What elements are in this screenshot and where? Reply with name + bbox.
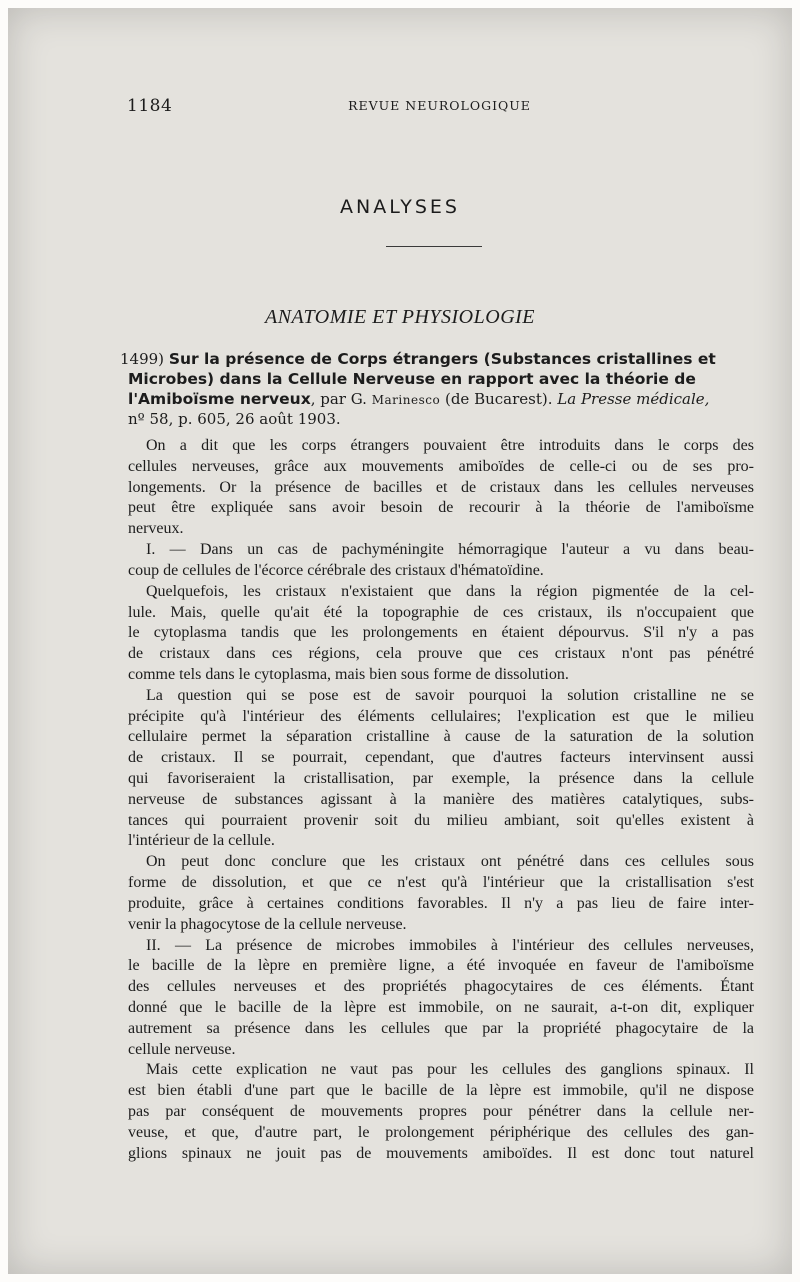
body-line: lule. Mais, quelle qu'ait été la topographie de ces cristaux, ils n'occupaient que (128, 603, 754, 621)
body-line: cellule nerveuse. (128, 1040, 236, 1058)
body-line: La question qui se pose est de savoir pourquoi la solution cristalline ne se (146, 686, 754, 704)
entry-title-part: Microbes) dans la Cellule Nerveuse en rapport avec la théorie de (128, 370, 696, 388)
body-line: Mais cette explication ne vaut pas pour les cellules des ganglions spinaux. Il (146, 1061, 754, 1079)
body-line: donné que le bacille de la lèpre est immobile, on ne saurait, a-t-on dit, expliquer (128, 998, 754, 1016)
body-line: forme de dissolution, et que ce n'est qu'à l'intérieur que la cristallisation s'est (128, 874, 754, 892)
entry-origin: (de Bucarest). (444, 390, 553, 408)
body-line: de cristaux. Il se pourrait, cependant, que d'autres facteurs intervinsent aussi (128, 749, 754, 767)
body-line: longements. Or la présence de bacilles et de cristaux dans les cellules nerveuses (128, 478, 754, 496)
body-line: cellulaire permet la séparation cristalline à cause de la saturation de la solution (128, 728, 754, 746)
body-line: précipite qu'à l'intérieur des éléments cellulaires; l'explication est que le milieu (128, 707, 754, 725)
article-entry (120, 350, 754, 430)
body-line: qui favoriseraient la cristallisation, par exemple, la présence dans la cellule (128, 770, 754, 787)
entry-title-line (120, 350, 754, 370)
body-line: glions spinaux ne jouit pas de mouvements amiboïdes. Il est donc tout naturel (128, 1144, 754, 1162)
body-line: est bien établi d'une part que le bacille de la lèpre est immobile, qu'il ne dispose (128, 1082, 754, 1100)
entry-author: Marinesco (371, 393, 441, 407)
entry-citation-line (128, 410, 754, 430)
entry-by: , par G. (310, 390, 367, 408)
body-line: Quelquefois, les cristaux n'existaient que dans la région pigmentée de la cel- (146, 582, 754, 600)
body-line: produite, grâce à certaines conditions favorables. Il n'y a pas lieu de faire inter- (128, 894, 754, 912)
section-title: ANALYSES (339, 196, 460, 218)
running-head: REVUE NEUROLOGIQUE (348, 98, 531, 113)
body-line: On peut donc conclure que les cristaux ont pénétré dans ces cellules sous (146, 853, 754, 871)
entry-title-line (128, 370, 754, 390)
body-line: II. — La présence de microbes immobiles à l'intérieur des cellules nerveuses, (146, 936, 754, 954)
page-number: 1184 (127, 96, 173, 116)
body-line: venir la phagocytose de la cellule nerveuse. (128, 915, 407, 933)
body-line: autrement sa présence dans les cellules que par la propriété phagocytaire de la (128, 1019, 754, 1037)
body-line: On a dit que les corps étrangers pouvaient être introduits dans le corps des (146, 437, 754, 454)
entry-citation: nº 58, p. 605, 26 août 1903. (128, 410, 341, 428)
body-line: tances qui pourraient provenir soit du milieu ambiant, soit qu'elles existent à (128, 811, 754, 829)
body-line: le cytoplasma tandis que les prolongements en étaient dépourvus. S'il n'y a pas (128, 624, 754, 642)
body-line: pas par conséquent de mouvements propres pour pénétrer dans la cellule ner- (128, 1103, 754, 1120)
entry-title-line (128, 390, 754, 410)
body-line: des cellules nerveuses et des propriétés phagocytaires de ces éléments. Étant (128, 978, 754, 996)
title-rule (386, 246, 482, 247)
page-header (127, 96, 752, 116)
body-line: nerveux. (128, 520, 184, 538)
body-line: comme tels dans le cytoplasma, mais bien sous forme de dissolution. (128, 665, 569, 683)
entry-title-part: l'Amiboïsme nerveux (128, 390, 311, 408)
body-line: coup de cellules de l'écorce cérébrale des cristaux d'hématoïdine. (128, 561, 544, 579)
entry-journal: La Presse médicale, (557, 390, 710, 408)
body-line: nerveuse de substances agissant à la manière des matières catalytiques, subs- (128, 790, 754, 808)
body-line: veuse, et que, d'autre part, le prolongement périphérique des cellules des gan- (128, 1123, 754, 1141)
subsection-title: ANATOMIE ET PHYSIOLOGIE (264, 306, 536, 328)
body-text (128, 436, 754, 1164)
entry-number: 1499) (120, 350, 165, 368)
body-line: le bacille de la lèpre en première ligne, a été invoquée en faveur de l'amiboïsme (128, 957, 754, 975)
body-line: peut être expliquée sans avoir besoin de recourir à la théorie de l'amiboïsme (128, 499, 754, 517)
body-line: cellules nerveuses, grâce aux mouvements amiboïdes de celle-ci ou de ses pro- (128, 457, 754, 475)
body-line: I. — Dans un cas de pachyméningite hémorragique l'auteur a vu dans beau- (146, 541, 754, 559)
entry-title-part: Sur la présence de Corps étrangers (Substances cristallines et (168, 350, 716, 368)
body-line: de cristaux dans ces régions, cela prouve que ces cristaux n'ont pas pénétré (128, 645, 754, 663)
body-line: l'intérieur de la cellule. (128, 832, 275, 850)
